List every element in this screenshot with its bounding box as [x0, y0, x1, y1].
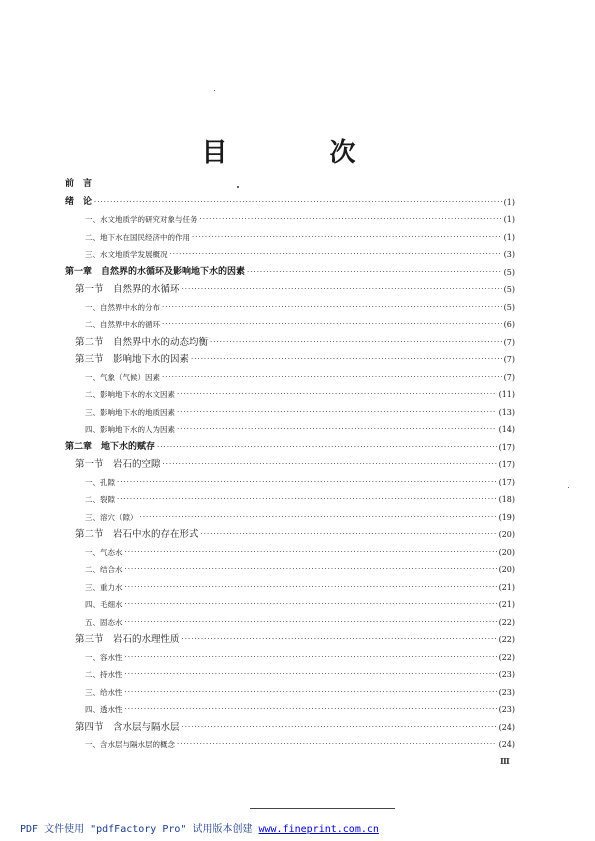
toc-page-number: (20) [498, 565, 515, 574]
dot-leader [182, 281, 502, 299]
toc-entry-label: 第三节 影响地下水的因素 [75, 354, 190, 365]
toc-section[interactable] [65, 526, 515, 544]
toc-item[interactable] [65, 421, 515, 439]
dot-leader [163, 456, 497, 474]
toc-entry-label: 绪 论 [65, 196, 93, 207]
toc-chapter[interactable] [65, 439, 515, 457]
dot-leader [170, 246, 502, 264]
toc-entry-label: 第三节 岩石的水理性质 [75, 634, 180, 645]
dot-leader [177, 736, 497, 754]
toc-item[interactable] [65, 736, 515, 754]
toc-page-number: (3) [503, 250, 515, 259]
toc-page-number: (20) [498, 530, 515, 539]
toc-entry-label: 一、自然界中水的分布 [85, 302, 160, 312]
toc-entry-label: 一、含水层与隔水层的概念 [85, 740, 175, 749]
toc-entry-label: 二、裂隙 [85, 495, 115, 504]
toc-entry-label: 第二节 自然界中水的动态均衡 [75, 336, 209, 348]
toc-entry-label: 四、影响地下水的人为因素 [85, 425, 175, 434]
toc-entry-label: 前 言 [65, 179, 93, 189]
dot-leader [125, 666, 497, 684]
toc-page-number: (23) [498, 705, 515, 714]
toc-page-number: (5) [503, 302, 515, 312]
toc-entry-label: 第二节 岩石中水的存在形式 [75, 529, 199, 540]
scan-speck [214, 90, 215, 91]
dot-leader [182, 719, 497, 737]
toc-item[interactable] [65, 684, 515, 702]
dot-leader [177, 386, 497, 404]
toc-page-number: (1) [503, 232, 515, 242]
dot-leader [210, 334, 502, 352]
toc-chapter[interactable] [65, 194, 515, 212]
toc-page-number: (1) [503, 215, 515, 224]
dot-leader [125, 701, 497, 719]
toc-page-number: (21) [498, 600, 515, 609]
toc-item[interactable] [65, 614, 515, 632]
toc-entry-label: 三、水文地质学发展概况 [85, 250, 168, 259]
toc-item[interactable] [65, 246, 515, 264]
toc-section[interactable] [65, 719, 515, 737]
page-number-mark: Ⅲ [500, 756, 510, 766]
toc-page-number: (14) [498, 425, 515, 434]
toc-entry-label: 三、溶穴（隙） [85, 512, 138, 522]
toc-item[interactable] [65, 561, 515, 579]
toc-page-number: (17) [498, 442, 515, 452]
toc-page-number: (7) [503, 337, 515, 347]
dot-leader [247, 264, 502, 282]
toc-entry-label: 一、容水性 [85, 652, 123, 662]
toc-item[interactable] [65, 666, 515, 684]
dot-leader [125, 561, 497, 579]
toc-entry-label: 四、透水性 [85, 705, 123, 714]
dot-leader [157, 439, 497, 457]
toc-entry-label: 三、给水性 [85, 687, 123, 697]
toc-entry-label: 三、影响地下水的地质因素 [85, 407, 175, 417]
toc-entry-label: 一、孔隙 [85, 477, 115, 487]
dot-leader [117, 474, 497, 492]
toc-page-number: (24) [498, 722, 515, 732]
dot-leader [177, 421, 497, 439]
toc-entry-label: 二、地下水在国民经济中的作用 [85, 232, 190, 242]
dot-leader [125, 649, 497, 667]
toc-item[interactable] [65, 211, 515, 229]
toc-page-number: (13) [498, 407, 515, 417]
toc-entry-label: 二、持水性 [85, 670, 123, 679]
toc-chapter[interactable] [65, 176, 515, 194]
toc-section[interactable] [65, 281, 515, 299]
dot-leader [162, 299, 502, 317]
page-title: 目 次 [201, 138, 394, 168]
toc-page-number: (20) [498, 547, 515, 557]
toc-page-number: (7) [503, 355, 515, 364]
toc-item[interactable] [65, 369, 515, 387]
dot-leader [200, 211, 502, 229]
toc-page-number: (18) [498, 495, 515, 504]
dot-leader [140, 509, 497, 527]
toc-page-number: (22) [498, 652, 515, 662]
pdf-footer [20, 820, 580, 835]
footer-rule [250, 808, 395, 809]
dot-leader [125, 596, 497, 614]
toc-entry-label: 二、影响地下水的水文因素 [85, 390, 175, 399]
toc-item[interactable] [65, 579, 515, 597]
toc-item[interactable] [65, 299, 515, 317]
toc-item[interactable] [65, 701, 515, 719]
dot-leader [177, 404, 497, 422]
toc-page-number: (23) [498, 687, 515, 697]
toc-entry-label: 二、自然界中水的循环 [85, 320, 160, 329]
toc-section[interactable] [65, 334, 515, 352]
dot-leader [125, 544, 497, 562]
dot-leader [182, 631, 497, 649]
toc-entry-label: 一、气态水 [85, 547, 123, 557]
toc-entry-label: 二、结合水 [85, 565, 123, 574]
footer-link[interactable]: www.fineprint.com.cn [258, 824, 379, 835]
toc-page-number: (19) [498, 512, 515, 522]
dot-leader [191, 351, 502, 369]
dot-leader [125, 579, 497, 597]
dot-leader [125, 684, 497, 702]
toc-entry-label: 第二章 地下水的赋存 [65, 441, 156, 452]
toc-page-number: (6) [503, 320, 515, 329]
toc-entry-label: 第一节 自然界的水循环 [75, 284, 180, 295]
toc-entry-label: 三、重力水 [85, 582, 123, 592]
toc-item[interactable] [65, 491, 515, 509]
toc-item[interactable] [65, 316, 515, 334]
toc-item[interactable] [65, 229, 515, 247]
dot-leader [192, 229, 502, 247]
toc-item[interactable] [65, 509, 515, 527]
toc-chapter[interactable] [65, 264, 515, 282]
table-of-contents [65, 176, 515, 754]
toc-section[interactable] [65, 351, 515, 369]
toc-page-number: (23) [498, 670, 515, 679]
dot-leader [201, 526, 497, 544]
toc-page-number: (22) [498, 617, 515, 627]
toc-entry-label: 第一章 自然界的水循环及影响地下水的因素 [65, 266, 246, 277]
dot-leader [117, 491, 497, 509]
toc-entry-label: 四、毛细水 [85, 600, 123, 609]
toc-page-number: (7) [503, 372, 515, 382]
toc-item[interactable] [65, 544, 515, 562]
toc-item[interactable] [65, 649, 515, 667]
dot-leader [162, 369, 502, 387]
dot-leader [162, 316, 502, 334]
toc-page-number: (22) [498, 635, 515, 644]
toc-page-number: (21) [498, 582, 515, 592]
toc-entry-label: 五、固态水 [85, 617, 123, 627]
toc-page-number: (5) [503, 267, 515, 277]
toc-section[interactable] [65, 456, 515, 474]
toc-item[interactable] [65, 404, 515, 422]
toc-entry-label: 第一节 岩石的空隙 [75, 459, 161, 470]
toc-item[interactable] [65, 474, 515, 492]
toc-item[interactable] [65, 386, 515, 404]
toc-page-number: (24) [498, 740, 515, 749]
toc-item[interactable] [65, 596, 515, 614]
scan-speck [237, 186, 239, 188]
toc-entry-label: 一、水文地质学的研究对象与任务 [85, 215, 198, 224]
toc-page-number: (17) [498, 477, 515, 487]
toc-page-number: (1) [503, 197, 515, 207]
toc-page-number: (11) [498, 390, 515, 399]
footer-text: PDF 文件使用 "pdfFactory Pro" 试用版本创建 [20, 824, 259, 835]
toc-entry-label: 第四节 含水层与隔水层 [75, 721, 180, 733]
scan-speck [568, 487, 569, 488]
toc-page-number: (17) [498, 460, 515, 469]
toc-entry-label: 一、气象（气候）因素 [85, 372, 160, 382]
toc-page-number: (5) [503, 285, 515, 294]
dot-leader [94, 194, 502, 212]
toc-section[interactable] [65, 631, 515, 649]
dot-leader [125, 614, 497, 632]
